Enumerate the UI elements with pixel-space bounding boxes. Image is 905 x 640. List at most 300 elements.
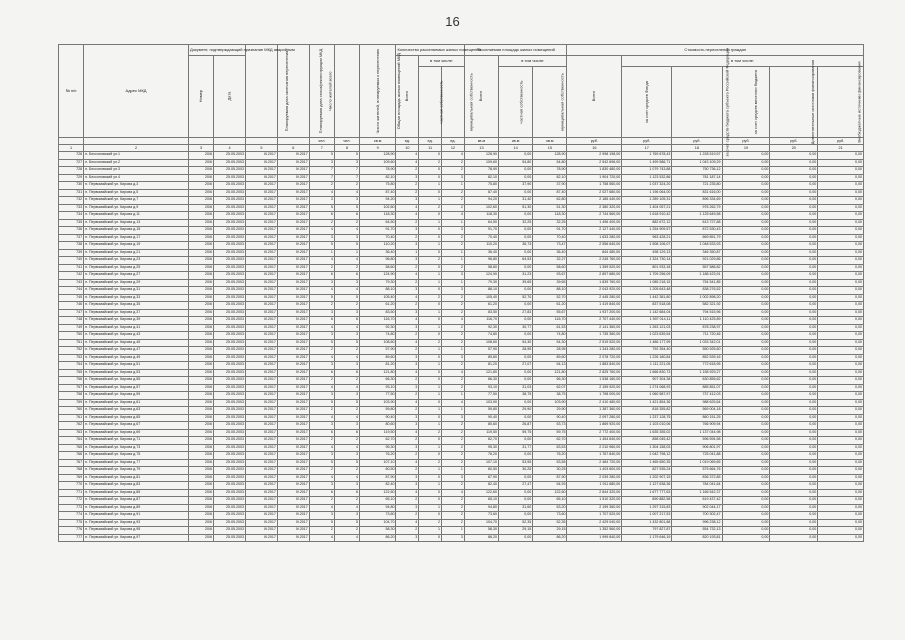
table-cell: 63,20 <box>533 504 567 512</box>
table-cell: 728 <box>59 167 84 175</box>
table-cell: 2 <box>442 377 465 385</box>
table-cell: 20/6 <box>188 519 213 527</box>
table-cell: 4 <box>396 519 419 527</box>
table-cell: 25.05.2003 <box>214 219 246 227</box>
table-cell: 39,65 <box>499 279 533 287</box>
table-cell: 4 <box>334 189 359 197</box>
table-cell: IV.2017 <box>277 197 309 205</box>
table-cell: 775 <box>59 519 84 527</box>
table-cell: 79,30 <box>359 279 395 287</box>
table-cell: 0,00 <box>499 167 533 175</box>
unit-cell: кв.м <box>464 138 498 145</box>
table-cell: 774 <box>59 512 84 520</box>
table-cell: 0,00 <box>818 362 864 370</box>
table-cell: 3 <box>334 279 359 287</box>
table-cell: 4 <box>396 152 419 160</box>
table-cell: 0,00 <box>818 189 864 197</box>
table-cell: 0,00 <box>770 339 818 347</box>
table-cell: 0,00 <box>770 414 818 422</box>
table-cell: 1 111 221,05 <box>622 362 672 370</box>
table-cell: 1 188 423,91 <box>672 272 722 280</box>
table-cell: 2 <box>442 309 465 317</box>
table-cell: III.2017 <box>245 279 277 287</box>
table-cell: 2 380 320,00 <box>567 204 622 212</box>
table-cell: 3 <box>309 159 334 167</box>
table-cell: IV.2017 <box>277 534 309 542</box>
table-cell: 6 <box>334 272 359 280</box>
table-cell: 907 304,38 <box>622 377 672 385</box>
table-cell: 25.05.2003 <box>214 362 246 370</box>
table-cell: 0,00 <box>499 377 533 385</box>
unit-cell: руб. <box>818 138 864 145</box>
table-cell: 3 <box>334 362 359 370</box>
table-cell: 3 <box>309 332 334 340</box>
unit-cell <box>277 138 309 145</box>
table-cell: 0,00 <box>722 242 770 250</box>
table-cell: 0,00 <box>722 437 770 445</box>
table-cell: 2 519 520,00 <box>567 339 622 347</box>
table-cell: 57,90 <box>359 347 395 355</box>
table-cell: 1 <box>419 422 442 430</box>
table-cell: 83,50 <box>359 309 395 317</box>
table-cell: 1 <box>419 219 442 227</box>
table-cell: 3 <box>334 197 359 205</box>
table-cell: 4 <box>334 287 359 295</box>
table-cell: 122,60 <box>464 489 498 497</box>
table-cell: 60,50 <box>359 467 395 475</box>
doc-group-header: Документ, подтверждающий признание МКД аварийным <box>188 45 245 56</box>
address-cell: п. Первомайский ул. Кирова д.87 <box>84 497 189 505</box>
table-cell: 20/6 <box>188 534 213 542</box>
table-cell: 0,00 <box>818 264 864 272</box>
area-incl-header: в том числе: <box>499 56 567 67</box>
table-cell: IV.2017 <box>277 174 309 182</box>
table-cell: 25.05.2003 <box>214 354 246 362</box>
table-cell: 0,00 <box>818 347 864 355</box>
column-number-cell: 10 <box>396 145 419 152</box>
table-cell: 2 <box>334 467 359 475</box>
table-cell: 771 <box>59 489 84 497</box>
address-cell: п. Первомайский ул. Кирова д.59 <box>84 392 189 400</box>
column-number-cell: 7 <box>309 145 334 152</box>
table-cell: 1 <box>442 347 465 355</box>
table-cell: 59,75 <box>533 429 567 437</box>
address-cell: п. Первомайский ул. Кирова д.19 <box>84 242 189 250</box>
column-number-cell: 9 <box>359 145 395 152</box>
table-cell: 70,40 <box>359 234 395 242</box>
table-cell: 3 <box>309 197 334 205</box>
table-row <box>59 392 864 400</box>
table-cell: 770 <box>59 482 84 490</box>
table-cell: 2 127 440,00 <box>567 227 622 235</box>
table-cell: 0 <box>419 249 442 257</box>
table-cell: 108,60 <box>464 339 498 347</box>
table-cell: 88,10 <box>533 287 567 295</box>
table-cell: 25.05.2003 <box>214 384 246 392</box>
table-cell: 2 772 400,00 <box>567 429 622 437</box>
table-cell: 20/6 <box>188 482 213 490</box>
table-cell: 744 <box>59 287 84 295</box>
table-cell: III.2017 <box>245 399 277 407</box>
table-cell: 51,30 <box>499 204 533 212</box>
table-cell: 1 196 064,00 <box>622 189 672 197</box>
table-cell: 0,00 <box>770 309 818 317</box>
table-cell: 749 <box>59 324 84 332</box>
table-cell: 852 539,16 <box>672 354 722 362</box>
table-cell: 0,00 <box>499 489 533 497</box>
table-cell: 0,00 <box>722 197 770 205</box>
table-cell: 0,00 <box>818 534 864 542</box>
table-cell: 1 263 121,03 <box>622 324 672 332</box>
table-cell: 103,90 <box>359 399 395 407</box>
table-cell: 83,50 <box>464 309 498 317</box>
table-cell: 0,00 <box>818 152 864 160</box>
table-cell: 2 <box>334 182 359 190</box>
table-cell: 1 <box>419 444 442 452</box>
table-cell: 669 851,79 <box>672 234 722 242</box>
table-cell: 66,30 <box>359 377 395 385</box>
table-cell: 0,00 <box>499 534 533 542</box>
table-cell: 582 321,92 <box>672 302 722 310</box>
table-cell: 122,60 <box>359 489 395 497</box>
table-cell: 0,00 <box>770 174 818 182</box>
cost-total-header: Всего <box>567 56 622 138</box>
table-cell: 902 044,17 <box>672 504 722 512</box>
table-cell: 3 <box>396 384 419 392</box>
table-cell: 5 <box>334 242 359 250</box>
table-cell: 1 <box>419 309 442 317</box>
cost-nonbudget-header: Внебюджетные источники финансирования <box>818 67 864 138</box>
table-cell: 1 037 324,20 <box>622 182 672 190</box>
table-cell: 0,00 <box>818 204 864 212</box>
address-cell: п. Первомайский ул. Кирова д.85 <box>84 489 189 497</box>
table-cell: 5 <box>309 204 334 212</box>
table-cell: 0,00 <box>770 332 818 340</box>
table-cell: 25.05.2003 <box>214 429 246 437</box>
table-cell: 0,00 <box>818 354 864 362</box>
table-cell: 0,00 <box>499 317 533 325</box>
address-cell: п. Первомайский ул. Кирова д.15 <box>84 227 189 235</box>
table-cell: 5 <box>309 294 334 302</box>
table-cell: 2 043 920,00 <box>567 287 622 295</box>
table-cell: 906 801,97 <box>672 444 722 452</box>
table-row <box>59 474 864 482</box>
address-cell: п. Первомайский ул. Кирова д.3 <box>84 182 189 190</box>
address-cell: п. Первомайский ул. Кирова д.7 <box>84 197 189 205</box>
table-cell: 74,80 <box>533 332 567 340</box>
table-cell: 0 <box>419 317 442 325</box>
table-cell: 20/6 <box>188 384 213 392</box>
table-cell: 0,00 <box>722 227 770 235</box>
column-number-cell: 13 <box>464 145 498 152</box>
table-cell: 60,50 <box>464 467 498 475</box>
table-cell: 55,67 <box>533 309 567 317</box>
table-row <box>59 212 864 220</box>
table-cell: 0,00 <box>722 152 770 160</box>
table-cell: 1 023 639,54 <box>622 332 672 340</box>
table-cell: 2 707 440,00 <box>567 317 622 325</box>
table-cell: 2 245 760,00 <box>567 257 622 265</box>
address-cell: п. Первомайский ул. Кирова д.81 <box>84 474 189 482</box>
table-cell: 0,00 <box>818 332 864 340</box>
table-cell: III.2017 <box>245 497 277 505</box>
table-cell: 20/6 <box>188 512 213 520</box>
table-cell: 0,00 <box>818 309 864 317</box>
table-cell: III.2017 <box>245 152 277 160</box>
table-cell: 70,40 <box>464 234 498 242</box>
table-cell: 7 <box>309 174 334 182</box>
table-cell: 3 <box>396 309 419 317</box>
table-cell: 2 <box>442 159 465 167</box>
table-cell: 2 <box>334 302 359 310</box>
table-cell: 103,90 <box>533 399 567 407</box>
address-cell: п. Первомайский ул. Кирова д.9 <box>84 204 189 212</box>
table-cell: IV.2017 <box>277 362 309 370</box>
table-cell: 772 618,95 <box>672 362 722 370</box>
table-cell: 557 586,82 <box>672 264 722 272</box>
table-cell: 1 454 640,00 <box>567 437 622 445</box>
table-cell: 762 <box>59 422 84 430</box>
table-cell: 1 110 425,89 <box>672 317 722 325</box>
table-cell: 0,00 <box>722 332 770 340</box>
table-cell: 2 <box>442 234 465 242</box>
table-cell: 0,00 <box>770 474 818 482</box>
table-cell: 754 <box>59 362 84 370</box>
table-cell: 0,00 <box>818 452 864 460</box>
table-cell: IV.2017 <box>277 227 309 235</box>
table-cell: IV.2017 <box>277 167 309 175</box>
table-cell: 124,90 <box>464 272 498 280</box>
table-cell: 20/6 <box>188 227 213 235</box>
table-cell: 3 <box>442 354 465 362</box>
table-cell: IV.2017 <box>277 347 309 355</box>
table-cell: 4 <box>309 504 334 512</box>
table-cell: IV.2017 <box>277 339 309 347</box>
table-cell: 65,10 <box>359 497 395 505</box>
table-cell: 1 <box>442 219 465 227</box>
table-cell: 81,20 <box>359 362 395 370</box>
table-cell: 25.05.2003 <box>214 534 246 542</box>
table-cell: 54,93 <box>533 482 567 490</box>
table-cell: 20/6 <box>188 459 213 467</box>
table-cell: 4 <box>334 474 359 482</box>
unit-cell: руб. <box>622 138 672 145</box>
table-cell: 25.05.2003 <box>214 504 246 512</box>
address-cell: п. Первомайский ул. Кирова д.41 <box>84 324 189 332</box>
address-cell: п. Первомайский ул. Кирова д.13 <box>84 219 189 227</box>
table-cell: III.2017 <box>245 519 277 527</box>
table-cell: 64,50 <box>359 219 395 227</box>
table-cell: IV.2017 <box>277 332 309 340</box>
address-cell: п. Первомайский ул. Кирова д.71 <box>84 437 189 445</box>
table-cell: 1 <box>419 384 442 392</box>
column-number-cell: 6 <box>277 145 309 152</box>
residents-header: Число жителей всего <box>309 45 334 138</box>
table-row <box>59 174 864 182</box>
planned-end-header: Планируемая дата окончания переселения <box>245 45 277 138</box>
table-row <box>59 534 864 542</box>
table-cell: 0,00 <box>722 159 770 167</box>
table-cell: 28,95 <box>499 347 533 355</box>
table-row <box>59 354 864 362</box>
table-cell: 25.05.2003 <box>214 204 246 212</box>
table-cell: 76,20 <box>464 452 498 460</box>
table-cell: 3 <box>442 227 465 235</box>
table-cell: 103,90 <box>464 399 498 407</box>
column-number-cell: 19 <box>722 145 770 152</box>
table-cell: 0,00 <box>499 227 533 235</box>
table-cell: 0,00 <box>770 242 818 250</box>
address-cell: п. Первомайский ул. Кирова д.17 <box>84 234 189 242</box>
planned-demolish-header: Планируемая дата сноса/реконструкции МКД <box>277 45 309 138</box>
table-cell: 0,00 <box>722 459 770 467</box>
table-cell: 3 <box>334 392 359 400</box>
table-cell: 0,00 <box>722 167 770 175</box>
table-cell: 2 141 360,00 <box>567 324 622 332</box>
table-cell: 0,00 <box>818 249 864 257</box>
table-cell: III.2017 <box>245 204 277 212</box>
table-cell: 2 <box>396 182 419 190</box>
table-cell: 2 <box>396 347 419 355</box>
table-cell: 3 <box>334 234 359 242</box>
table-cell: IV.2017 <box>277 287 309 295</box>
address-cell: п. Первомайский ул. Кирова д.61 <box>84 399 189 407</box>
table-row <box>59 482 864 490</box>
table-cell: 0,00 <box>770 437 818 445</box>
table-cell: 121,80 <box>533 369 567 377</box>
table-cell: 121,80 <box>464 369 498 377</box>
table-cell: IV.2017 <box>277 399 309 407</box>
table-row <box>59 429 864 437</box>
table-cell: 0 <box>419 189 442 197</box>
table-cell: 5 <box>334 399 359 407</box>
table-cell: 7 <box>334 167 359 175</box>
table-cell: 0,00 <box>722 182 770 190</box>
table-cell: 746 <box>59 302 84 310</box>
address-cell: п. Первомайский ул. Кирова д.39 <box>84 317 189 325</box>
address-cell: п. Первомайский ул. Кирова д.45 <box>84 339 189 347</box>
table-cell: 80,60 <box>359 422 395 430</box>
table-cell: 0,00 <box>770 159 818 167</box>
table-cell: 58,60 <box>464 264 498 272</box>
table-row <box>59 204 864 212</box>
address-cell: п. Бессоновский ул.4 <box>84 174 189 182</box>
table-cell: 0,00 <box>722 519 770 527</box>
table-cell: 58,60 <box>533 264 567 272</box>
table-cell: III.2017 <box>245 234 277 242</box>
table-cell: III.2017 <box>245 407 277 415</box>
table-cell: 107,10 <box>464 459 498 467</box>
table-cell: 0,00 <box>770 152 818 160</box>
cost-fund-header: за счет средств Фонда <box>622 67 672 138</box>
table-cell: 25.05.2003 <box>214 474 246 482</box>
table-cell: 0,00 <box>722 497 770 505</box>
table-cell: 0,00 <box>818 392 864 400</box>
table-cell: 1 <box>442 407 465 415</box>
table-cell: 1 343 280,00 <box>567 347 622 355</box>
table-cell: 25.05.2003 <box>214 347 246 355</box>
table-cell: 0,00 <box>722 287 770 295</box>
table-cell: 38,75 <box>499 392 533 400</box>
table-cell: 858 045,42 <box>622 437 672 445</box>
table-cell: 0 <box>419 534 442 542</box>
table-row <box>59 167 864 175</box>
table-cell: 1 666 830,73 <box>622 369 672 377</box>
table-cell: 87,90 <box>464 474 498 482</box>
table-cell: 1 496 400,00 <box>567 219 622 227</box>
table-cell: 0,00 <box>818 302 864 310</box>
table-cell: 1 404 057,21 <box>622 204 672 212</box>
area-private-header: частная собственность <box>499 67 533 138</box>
address-cell: п. Первомайский ул. Кирова д.43 <box>84 332 189 340</box>
table-cell: 3 <box>442 287 465 295</box>
table-cell: 1 508 106,07 <box>622 242 672 250</box>
table-cell: IV.2017 <box>277 407 309 415</box>
table-cell: 7 <box>309 167 334 175</box>
page-number: 16 <box>445 14 460 29</box>
table-cell: 3 <box>396 474 419 482</box>
column-number-cell: 16 <box>567 145 622 152</box>
table-cell: 25.05.2003 <box>214 279 246 287</box>
table-cell: 25.05.2003 <box>214 272 246 280</box>
table-cell: 6 <box>309 369 334 377</box>
table-cell: 104,70 <box>464 519 498 527</box>
address-cell: п. Первомайский ул. Кирова д.65 <box>84 414 189 422</box>
table-cell: 0,00 <box>770 534 818 542</box>
table-cell: 20/6 <box>188 504 213 512</box>
table-cell: 0,00 <box>722 527 770 535</box>
table-cell: 1 <box>334 249 359 257</box>
table-cell: 0,00 <box>770 399 818 407</box>
table-cell: IV.2017 <box>277 519 309 527</box>
table-cell: 2 <box>396 234 419 242</box>
table-cell: 20/6 <box>188 437 213 445</box>
column-number-cell: 1 <box>59 145 84 152</box>
table-cell: 742 <box>59 272 84 280</box>
table-cell: 1 <box>419 324 442 332</box>
table-cell: 36,40 <box>533 249 567 257</box>
table-cell: 0,00 <box>722 489 770 497</box>
table-cell: 64,53 <box>499 257 533 265</box>
table-cell: 0,00 <box>818 339 864 347</box>
table-cell: 818 355,82 <box>622 407 672 415</box>
table-cell: 3 <box>396 287 419 295</box>
table-cell: 78,90 <box>359 167 395 175</box>
table-cell: 963 428,21 <box>622 234 672 242</box>
table-cell: 2 <box>309 182 334 190</box>
table-cell: 729 <box>59 174 84 182</box>
table-cell: 1 019 069,65 <box>672 459 722 467</box>
table-cell: 1 869 920,00 <box>567 422 622 430</box>
table-cell: 91,70 <box>359 227 395 235</box>
table-cell: 2 <box>309 219 334 227</box>
table-cell: 4 <box>309 324 334 332</box>
table-cell: 731 <box>59 189 84 197</box>
table-cell: 116,70 <box>464 317 498 325</box>
unit-cell: ед. <box>396 138 419 145</box>
address-cell: п. Первомайский ул. Кирова д.69 <box>84 429 189 437</box>
table-cell: 119,50 <box>359 429 395 437</box>
table-cell: 860 151,25 <box>672 414 722 422</box>
table-row <box>59 459 864 467</box>
table-cell: 2 <box>419 204 442 212</box>
table-cell: 1 <box>419 197 442 205</box>
address-cell: п. Первомайский ул. Кирова д.55 <box>84 377 189 385</box>
table-cell: 62,70 <box>359 437 395 445</box>
table-row <box>59 489 864 497</box>
table-cell: 1 <box>419 392 442 400</box>
table-cell: 25.05.2003 <box>214 444 246 452</box>
